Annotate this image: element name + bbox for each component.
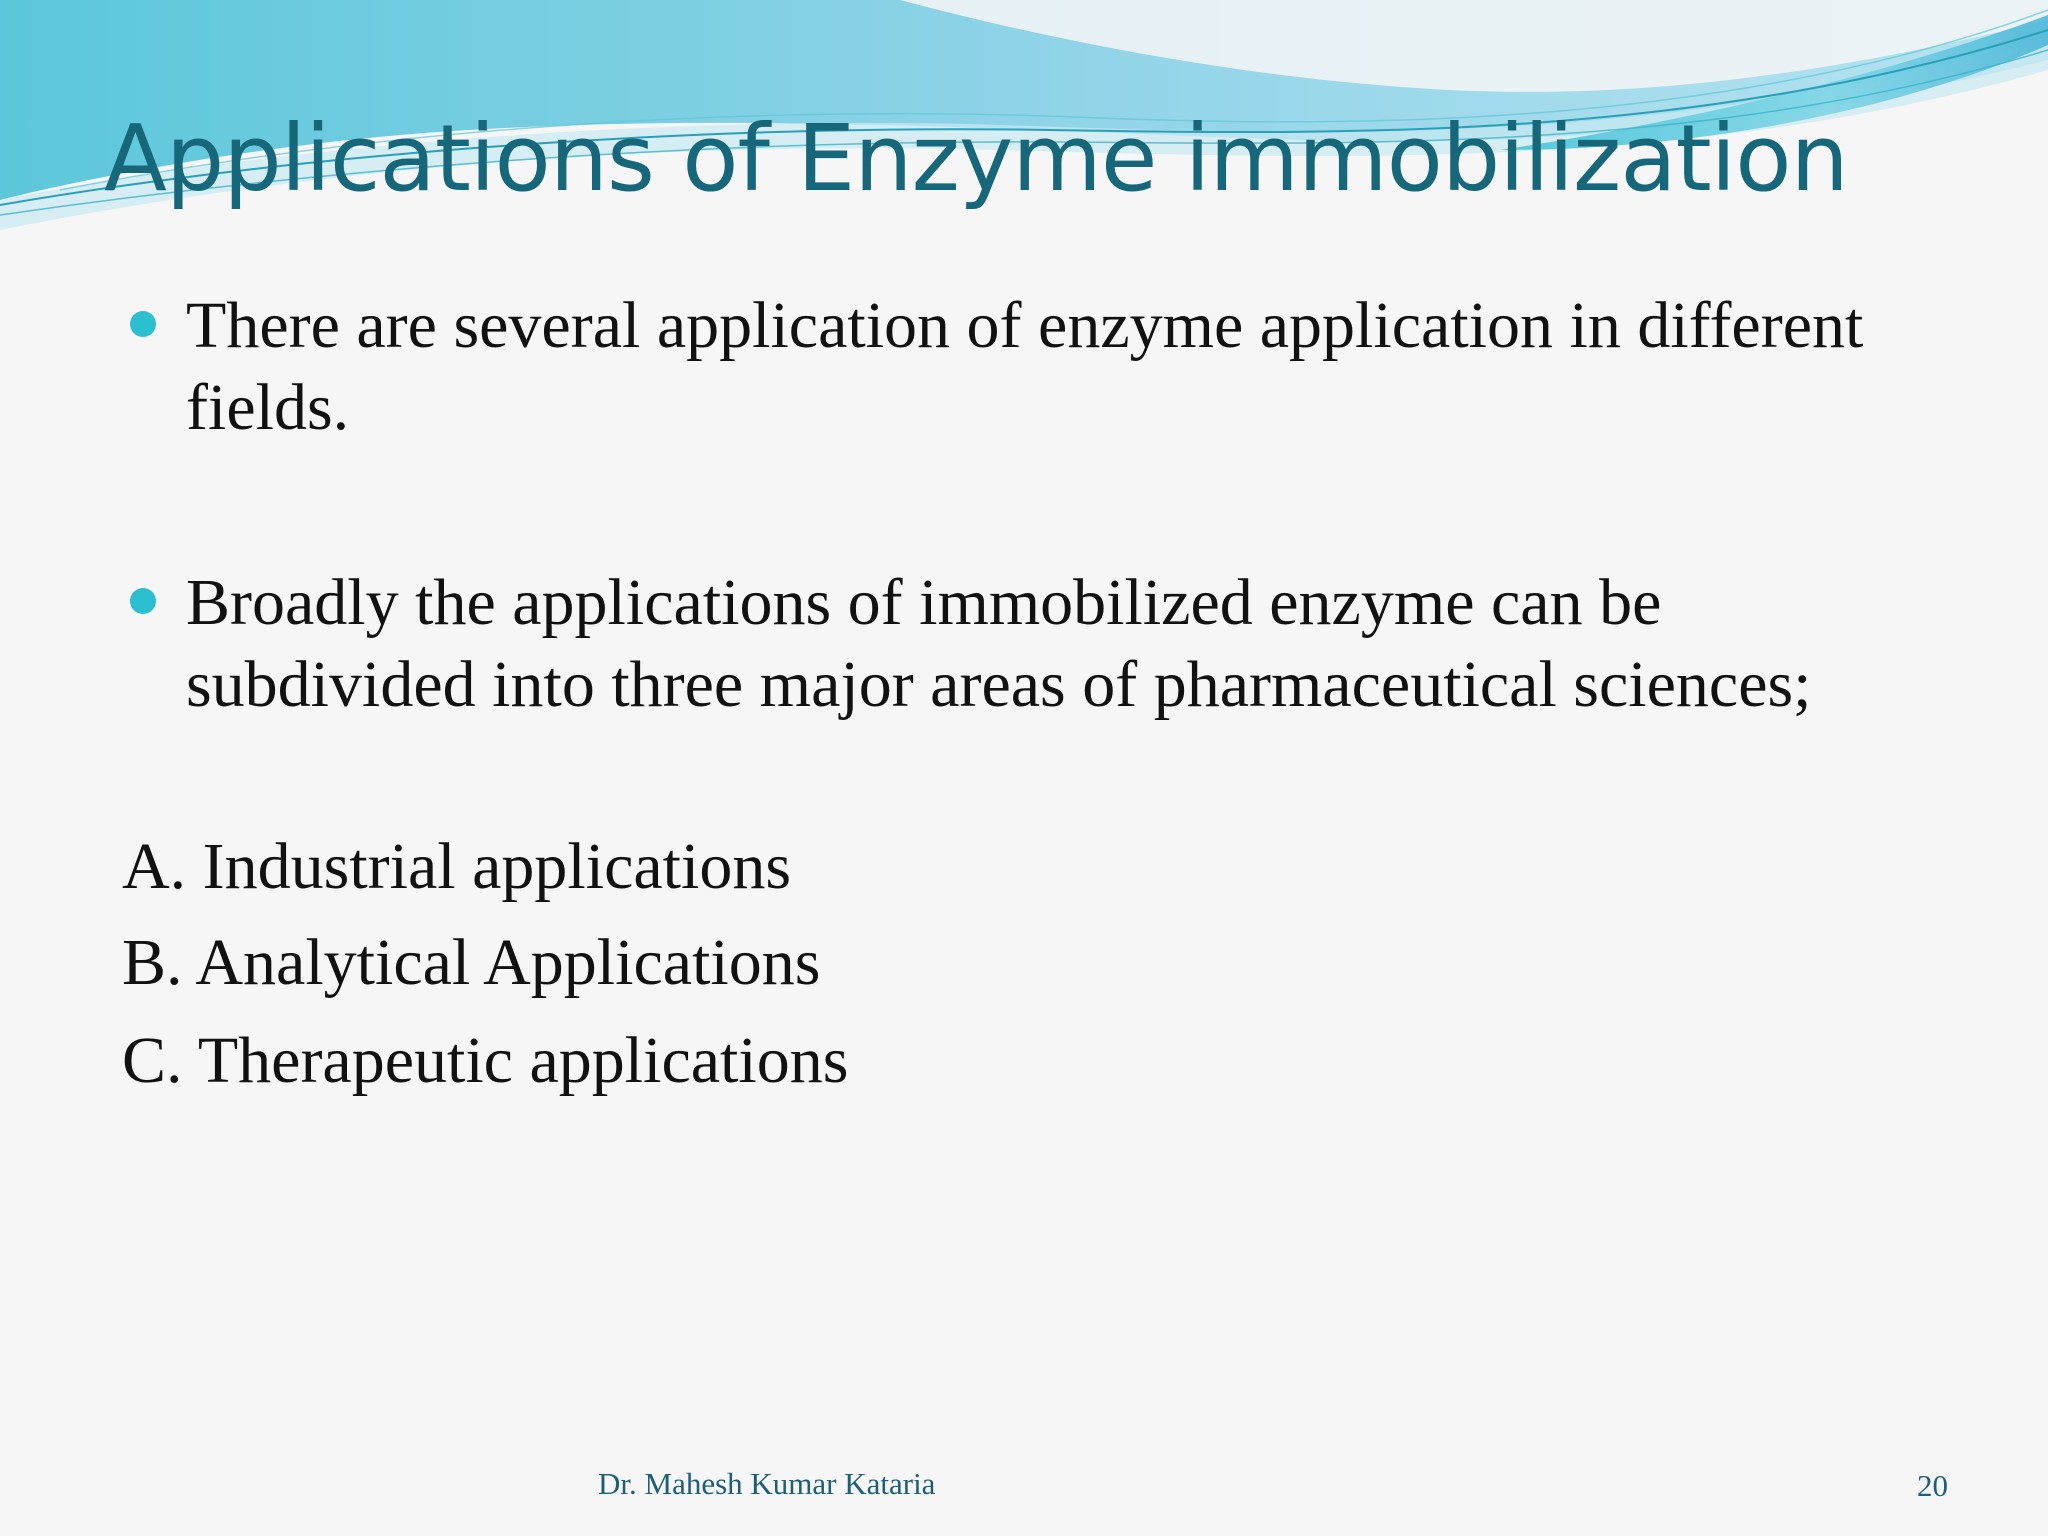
bullet-text: Broadly the applications of immobilized enzyme can be subdivided into three major areas of pharmaceutical sciences; [186, 566, 1812, 721]
footer-author: Dr. Mahesh Kumar Kataria [598, 1466, 936, 1501]
sub-item-analytical: B. Analytical Applications [122, 926, 821, 999]
page-number: 20 [1917, 1468, 1948, 1503]
slide-title: Applications of Enzyme immobilization [104, 105, 1848, 212]
bullet-item [186, 285, 1946, 449]
bullet-dot-icon [130, 588, 156, 614]
bullet-dot-icon [130, 311, 156, 337]
bullet-text: There are several application of enzyme application in different fields. [186, 289, 1864, 444]
bullet-item [186, 562, 1946, 726]
sub-item-therapeutic: C. Therapeutic applications [122, 1024, 849, 1097]
sub-item-industrial: A. Industrial applications [122, 830, 792, 903]
